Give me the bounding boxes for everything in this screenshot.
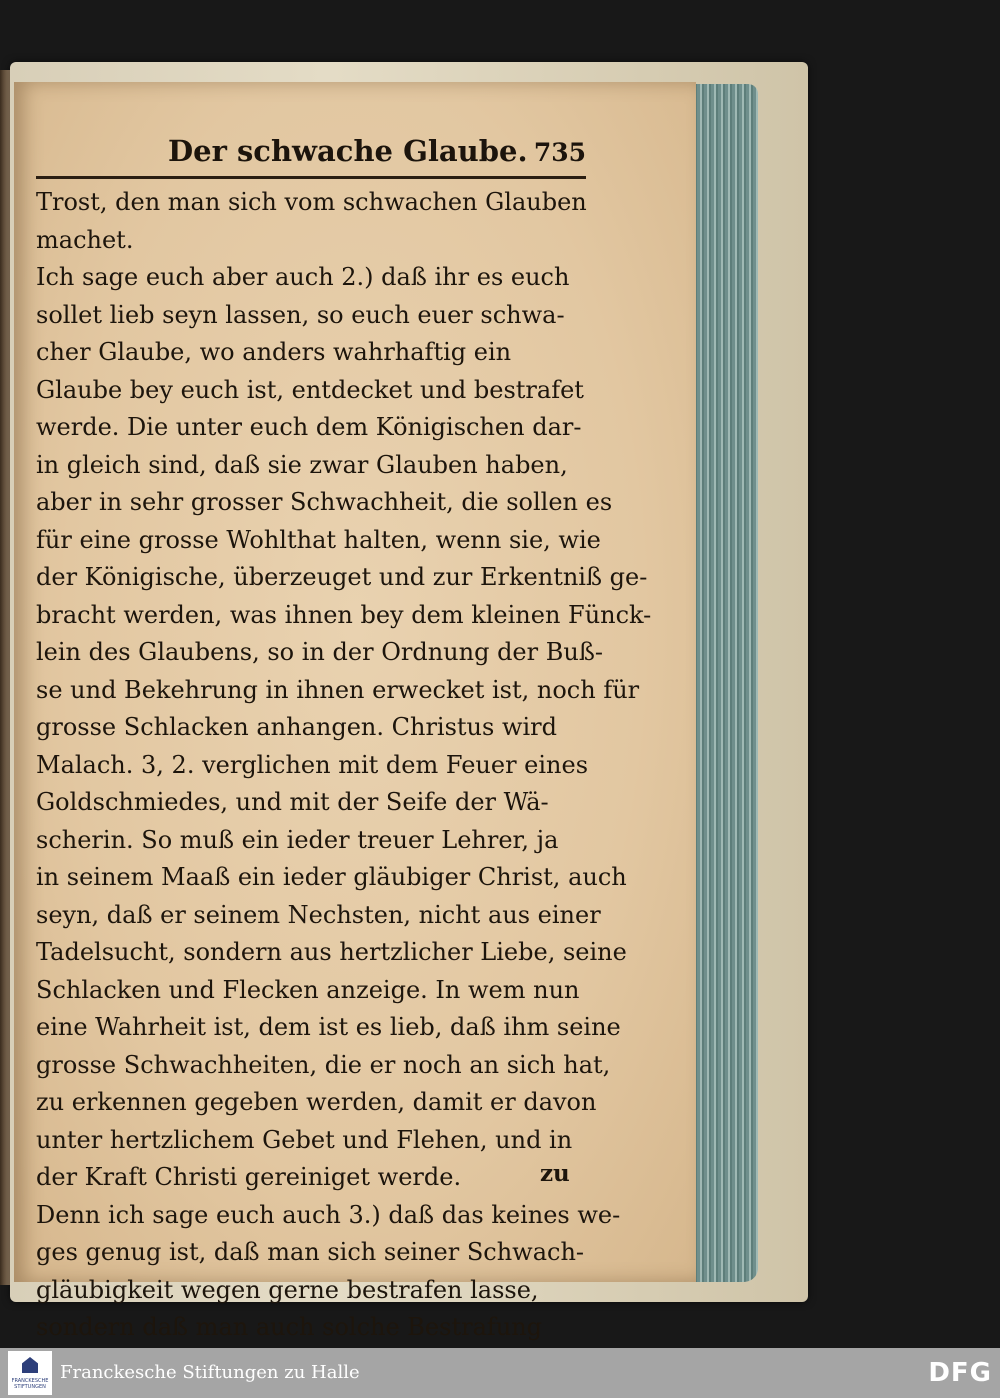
viewer-footer — [0, 1348, 1000, 1398]
running-title: Der schwache Glaube. — [168, 134, 528, 168]
text-line: unter hertzlichem Gebet und Flehen, und in — [36, 1125, 573, 1154]
text-line: grosse Schlacken anhangen. Christus wird — [36, 713, 558, 741]
page-number: 735 — [533, 138, 586, 167]
catchword: zu — [540, 1160, 570, 1187]
body-text — [36, 184, 652, 1347]
text-line: aber in sehr grosser Schwachheit, die sollen es — [36, 488, 613, 516]
text-line: gläubigkeit wegen gerne bestrafen lasse, — [36, 1275, 539, 1304]
logo-text: FRANCKESCHE STIFTUNGEN — [11, 1378, 49, 1390]
text-line: seyn, daß er seinem Nechsten, nicht aus einer — [36, 900, 601, 929]
text-line: der Königische, überzeuget und zur Erkentniß ge- — [36, 563, 648, 591]
text-line: Ich sage euch aber auch 2.) daß ihr es euch — [36, 263, 570, 291]
text-line: ges genug ist, daß man sich seiner Schwach- — [36, 1238, 585, 1266]
header-rule — [36, 176, 586, 179]
text-line: machet. — [36, 225, 134, 254]
page-header — [150, 130, 590, 174]
text-line: se und Bekehrung in ihnen erwecket ist, noch für — [36, 675, 640, 704]
text-line: lein des Glaubens, so in der Ordnung der Buß- — [36, 638, 603, 666]
text-line: Malach. 3, 2. verglichen mit dem Feuer eines — [36, 750, 589, 779]
text-line: Schlacken und Flecken anzeige. In wem nun — [36, 975, 580, 1004]
text-line: zu erkennen gegeben werden, damit er davon — [36, 1088, 597, 1116]
text-line: Trost, den man sich vom schwachen Glauben — [36, 188, 587, 216]
text-line: sondern daß man auch solche Bestrafung — [36, 1313, 543, 1341]
francke-logo-icon[interactable] — [8, 1351, 52, 1395]
text-line: scherin. So muß ein ieder treuer Lehrer, ja — [36, 825, 559, 854]
text-line: eine Wahrheit ist, dem ist es lieb, daß ihm seine — [36, 1013, 621, 1041]
text-line: in seinem Maaß ein ieder gläubiger Christ, auch — [36, 863, 627, 891]
text-line: bracht werden, was ihnen bey dem kleinen Fünck- — [36, 600, 652, 629]
text-line: Denn ich sage euch auch 3.) daß das keines we- — [36, 1200, 621, 1229]
text-line: der Kraft Christi gereiniget werde. — [36, 1163, 462, 1191]
text-line: Tadelsucht, sondern aus hertzlicher Liebe, seine — [36, 938, 627, 966]
text-line: für eine grosse Wohlthat halten, wenn sie, wie — [36, 525, 601, 554]
institution-name[interactable]: Franckesche Stiftungen zu Halle — [60, 1362, 360, 1383]
dfg-logo[interactable]: DFG — [928, 1358, 992, 1388]
text-line: grosse Schwachheiten, die er noch an sich hat, — [36, 1050, 611, 1079]
text-line: sollet lieb seyn lassen, so euch euer schwa- — [36, 300, 565, 329]
building-icon — [22, 1357, 38, 1373]
text-line: in gleich sind, daß sie zwar Glauben haben, — [36, 450, 568, 479]
text-line: Goldschmiedes, und mit der Seife der Wä- — [36, 788, 549, 816]
text-line: werde. Die unter euch dem Königischen dar- — [36, 413, 582, 441]
text-line: Glaube bey euch ist, entdecket und bestrafet — [36, 375, 584, 404]
text-line: cher Glaube, wo anders wahrhaftig ein — [36, 338, 512, 366]
